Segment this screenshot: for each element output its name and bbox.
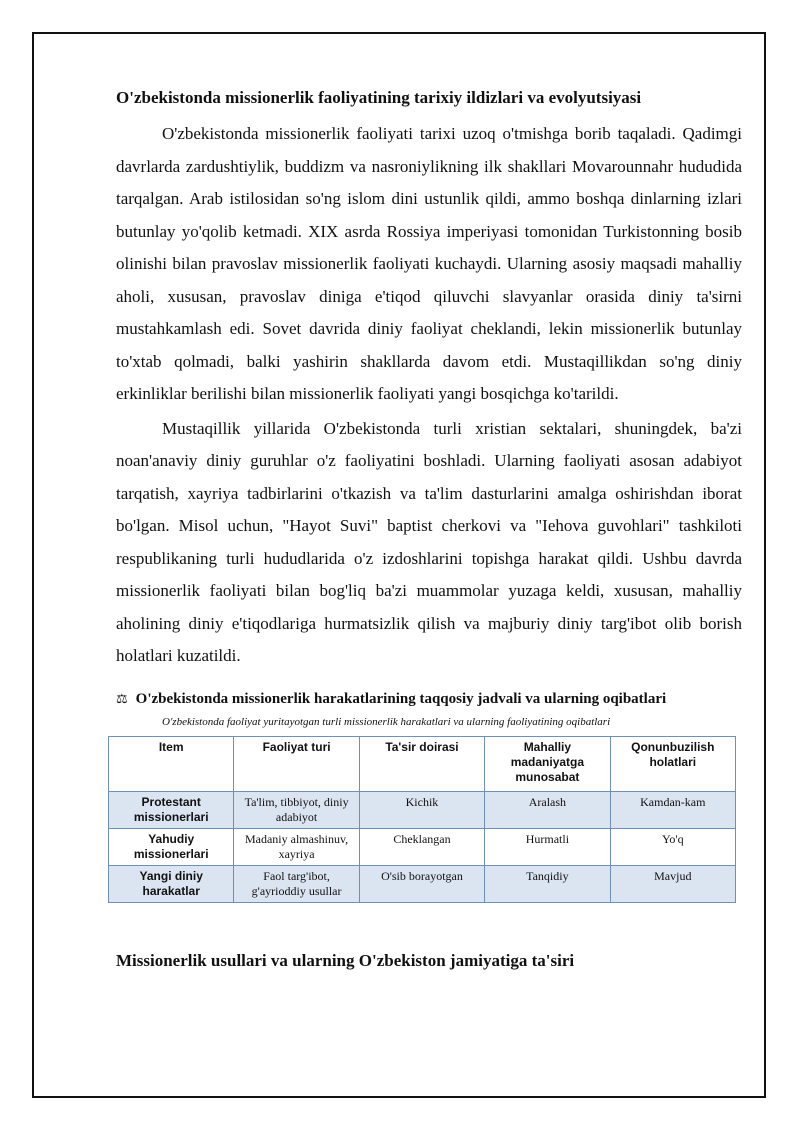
column-header: Mahalliy madaniyatga munosabat (485, 736, 610, 791)
table-cell: Aralash (485, 791, 610, 828)
table-cell: Yo'q (610, 828, 735, 865)
table-header-row (109, 736, 736, 791)
table-cell: Faol targ'ibot, g'ayrioddiy usullar (234, 865, 359, 902)
table-row (109, 791, 736, 828)
section-heading-2: Missionerlik usullari va ularning O'zbekiston jamiyatiga ta'siri (116, 950, 575, 970)
table-cell: Protestant missionerlari (109, 791, 234, 828)
table-cell: Cheklangan (359, 828, 484, 865)
document-body (116, 86, 742, 973)
table-row (109, 828, 736, 865)
scale-icon: ⚖ (116, 690, 128, 706)
paragraph-1: O'zbekistonda missionerlik faoliyati tarixi uzoq o'tmishga borib taqaladi. Qadimgi davrlarda zardushtiylik, buddizm va nasroniylikning ilk shakllari Movarounnahr hududida tarqalgan. Arab istilosidan so'ng islom dini ustunlik qildi, ammo boshqa dinlarning izlari butunlay yo'qolib ketmadi. XIX asrda Rossiya imperiyasi tomonidan Turkistonning bosib olinishi bilan pravoslav missionerlik faoliyati kuchaydi. Ularning asosiy maqsadi mahalliy aholi, xususan, pravoslav diniga e'tiqod qiluvchi slavyanlar orasida diniy ta'sirni mustahkamlash edi. Sovet davrida diniy faoliyat cheklandi, lekin missionerlik butunlay to'xtab qolmadi, balki yashirin shakllarda davom etdi. Mustaqillikdan so'ng diniy erkinliklar berilishi bilan missionerlik faoliyati yangi bosqichga ko'tarildi. (116, 124, 742, 403)
table-cell: Yangi diniy harakatlar (109, 865, 234, 902)
table-caption-text: O'zbekistonda missionerlik harakatlarining taqqosiy jadvali va ularning oqibatlari (135, 690, 667, 707)
table-cell: Ta'lim, tibbiyot, diniy adabiyot (234, 791, 359, 828)
table-cell: Kichik (359, 791, 484, 828)
table-cell: Kamdan-kam (610, 791, 735, 828)
table-row (109, 865, 736, 902)
table-cell: Hurmatli (485, 828, 610, 865)
comparison-table (108, 736, 736, 903)
table-caption (116, 689, 742, 709)
table-cell: Yahudiy missionerlari (109, 828, 234, 865)
paragraph-2: Mustaqillik yillarida O'zbekistonda turli xristian sektalari, shuningdek, ba'zi noan'anaviy diniy guruhlar o'z faoliyatini boshladi. Ularning faoliyati asosan adabiyot tarqatish, xayriya tadbirlarini o'tkazish va ta'lim dasturlarini amalga oshirishdan iborat bo'lgan. Misol uchun, "Hayot Suvi" baptist cherkovi va "Iehova guvohlari" tashkiloti respublikaning turli hududlarida o'z izdoshlarini topishga harakat qildi. Ushbu davrda missionerlik faoliyati bilan bog'liq ba'zi muammolar yuzaga keldi, xususan, mahalliy aholining diniy e'tiqodlariga hurmatsizlik qilish va majburiy diniy targ'ibot olib borish holatlari kuzatildi. (116, 418, 742, 665)
column-header: Qonunbuzilish holatlari (610, 736, 735, 791)
table-cell: Madaniy almashinuv, xayriya (234, 828, 359, 865)
column-header: Faoliyat turi (234, 736, 359, 791)
column-header: Item (109, 736, 234, 791)
section-heading: O'zbekistonda missionerlik faoliyatining tarixiy ildizlari va evolyutsiyasi (116, 88, 642, 107)
table-subcaption: O'zbekistonda faoliyat yuritayotgan turli missionerlik harakatlari va ularning faoliyatining oqibatlari (162, 715, 611, 728)
table-cell: O'sib borayotgan (359, 865, 484, 902)
table-cell: Tanqidiy (485, 865, 610, 902)
column-header: Ta'sir doirasi (359, 736, 484, 791)
table-cell: Mavjud (610, 865, 735, 902)
